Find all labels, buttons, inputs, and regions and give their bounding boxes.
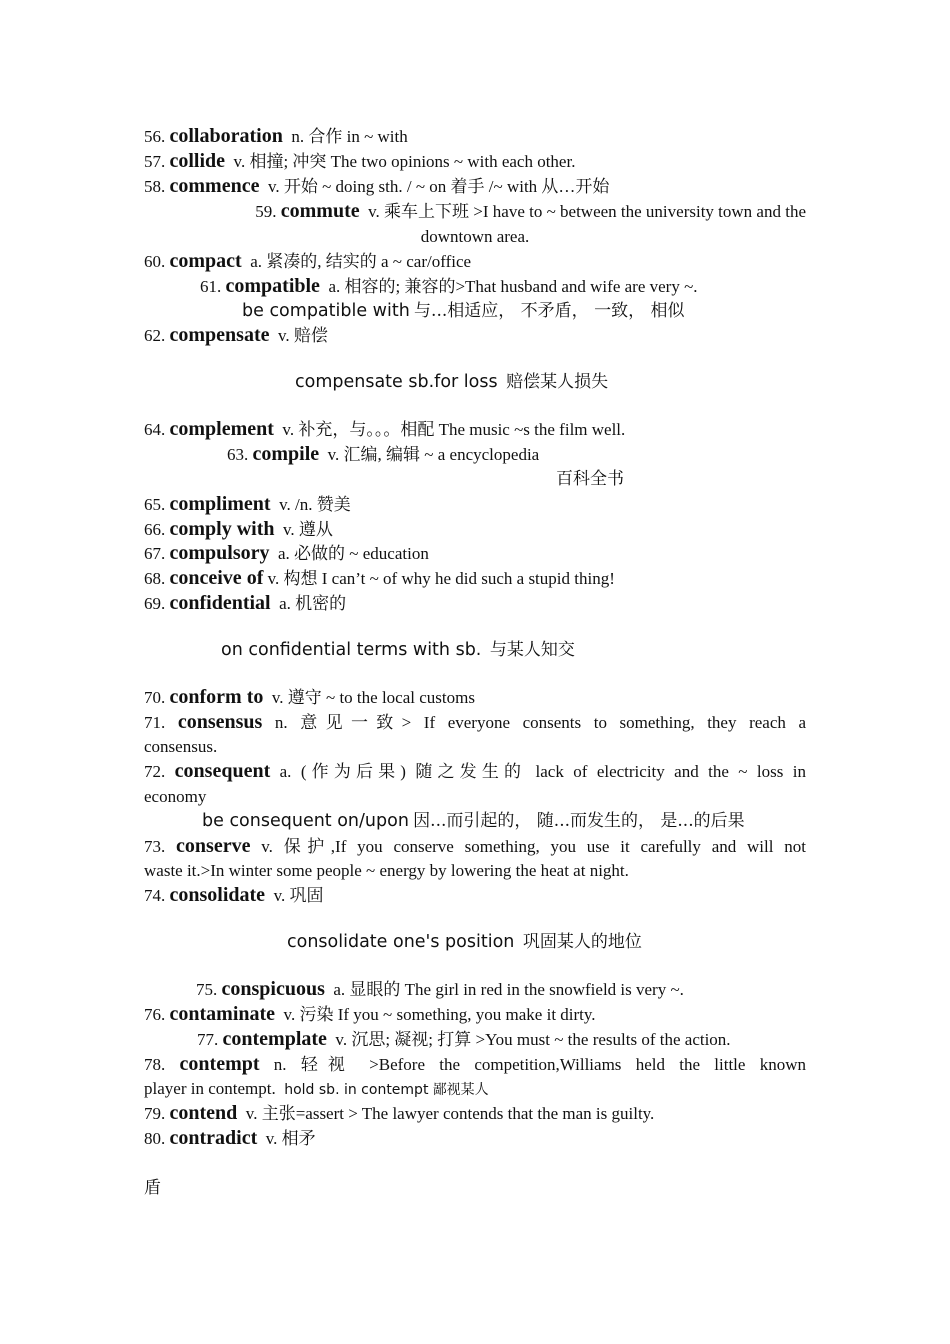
entry-65: 65. compliment v. /n. 赞美	[144, 493, 351, 515]
entry-78: 78. contempt n. 轻视 >Before the competition,Williams held the little known	[144, 1053, 807, 1075]
entry-70: 70. conform to v. 遵守 ~ to the local customs	[144, 686, 475, 708]
entry-78-continuation: player in contempt. hold sb. in contempt 鄙视某人	[144, 1079, 489, 1098]
entry-59: 59. commute v. 乘车上下班 >I have to ~ between the university town and the	[255, 200, 806, 222]
headword: contend	[169, 1102, 238, 1124]
entry-63: 63. compile v. 汇编, 编辑 ~ a encyclopedia	[227, 443, 540, 465]
entry-64: 64. complement v. 补充，与。。。相配 The music ~s the film well.	[144, 418, 626, 440]
headword: compensate	[169, 324, 270, 346]
entry-66: 66. comply with v. 遵从	[144, 518, 333, 540]
headword: compact	[169, 250, 242, 272]
entry-71: 71. consensus n. 意见一致> If everyone consents to something, they reach a	[144, 711, 807, 733]
entry-75: 75. conspicuous a. 显眼的 The girl in red in the snowfield is very ~.	[196, 978, 684, 1000]
phrase-confidential: on confidential terms with sb. 与某人知交	[221, 640, 575, 660]
headword: consensus	[177, 711, 263, 733]
entry-69: 69. confidential a. 机密的	[144, 592, 347, 614]
headword: commute	[280, 200, 360, 222]
headword: compliment	[169, 493, 271, 515]
entry-62: 62. compensate v. 赔偿	[144, 324, 328, 346]
entry-79: 79. contend v. 主张=assert > The lawyer contends that the man is guilty.	[144, 1102, 655, 1124]
entry-61: 61. compatible a. 相容的; 兼容的>That husband and wife are very ~.	[200, 275, 698, 297]
entry-59-continuation: downtown area.	[420, 227, 530, 246]
headword: contemplate	[222, 1028, 327, 1050]
entry-74: 74. consolidate v. 巩固	[144, 884, 324, 906]
phrase-consolidate: consolidate one's position 巩固某人的地位	[287, 932, 642, 952]
entry-80-continuation: 盾	[144, 1178, 161, 1197]
entry-73: 73. conserve v. 保护,If you conserve something, you use it carefully and will not	[144, 835, 806, 857]
entry-67: 67. compulsory a. 必做的 ~ education	[144, 542, 429, 564]
entry-63-continuation: 百科全书	[556, 469, 624, 488]
headword: commence	[169, 175, 260, 197]
entry-71-continuation: consensus.	[144, 737, 218, 756]
headword: complement	[169, 418, 274, 440]
headword: collide	[169, 150, 226, 172]
headword: compatible	[225, 275, 320, 297]
headword: conserve	[176, 835, 251, 857]
entry-57: 57. collide v. 相撞; 冲突 The two opinions ~ with each other.	[144, 150, 576, 172]
entry-60: 60. compact a. 紧凑的, 结实的 a ~ car/office	[144, 250, 472, 272]
entry-58: 58. commence v. 开始 ~ doing sth. / ~ on 着手 /~ with 从…开始	[144, 175, 610, 197]
entry-72-continuation: economy	[144, 787, 207, 806]
headword: conform to	[169, 686, 264, 708]
entry-77: 77. contemplate v. 沉思; 凝视; 打算 >You must ~ the results of the action.	[197, 1028, 731, 1050]
headword: contempt	[179, 1053, 260, 1075]
headword: compulsory	[169, 542, 270, 564]
phrase-compensate: compensate sb.for loss 赔偿某人损失	[295, 372, 609, 392]
headword: comply with	[169, 518, 275, 540]
headword: conceive of	[169, 567, 264, 589]
headword: contaminate	[169, 1003, 276, 1025]
headword: contradict	[169, 1127, 258, 1149]
headword: confidential	[169, 592, 271, 614]
headword: consolidate	[169, 884, 266, 906]
entry-72: 72. consequent a. (作为后果) 随之发生的 lack of electricity and the ~ loss in	[144, 760, 806, 782]
headword: conspicuous	[221, 978, 325, 1000]
entry-56: 56. collaboration n. 合作 in ~ with	[144, 125, 408, 147]
entry-68: 68. conceive of v. 构想 I can’t ~ of why he did such a stupid thing!	[144, 567, 615, 589]
entry-80: 80. contradict v. 相矛	[144, 1127, 316, 1149]
entry-76: 76. contaminate v. 污染 If you ~ something, you make it dirty.	[144, 1003, 596, 1025]
headword: compile	[252, 443, 320, 465]
headword: collaboration	[169, 125, 283, 147]
phrase-compatible: be compatible with 与...相适应， 不矛盾， 一致， 相似	[242, 301, 685, 321]
headword: consequent	[174, 760, 271, 782]
entry-73-continuation: waste it.>In winter some people ~ energy by lowering the heat at night.	[144, 861, 629, 880]
phrase-consequent: be consequent on/upon 因...而引起的， 随...而发生的， 是...的后果	[202, 811, 745, 831]
